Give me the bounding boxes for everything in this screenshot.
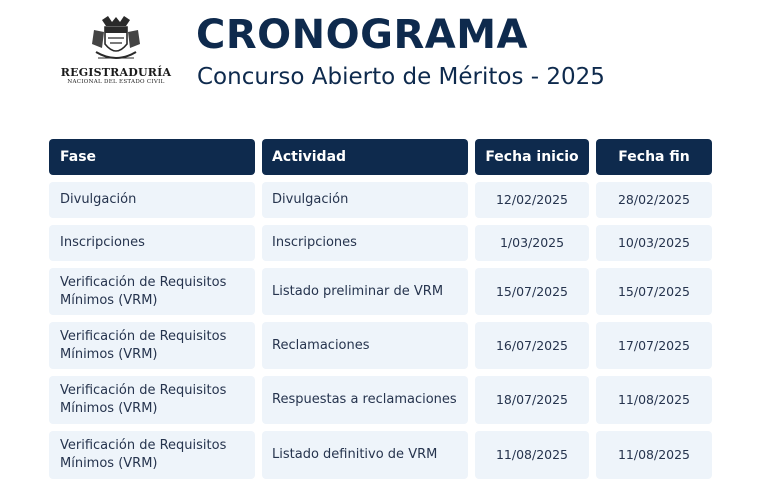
cell-fase: Verificación de Requisitos Mínimos (VRM) (49, 322, 255, 369)
table-row (49, 431, 712, 479)
header-fecha-fin: Fecha fin (596, 139, 712, 175)
table-row (49, 322, 712, 369)
cell-actividad: Respuestas a reclamaciones (262, 376, 468, 424)
cell-fase: Verificación de Requisitos Mínimos (VRM) (49, 376, 255, 424)
table-header-row (49, 139, 712, 175)
cell-fecha-fin: 15/07/2025 (596, 268, 712, 315)
cell-fecha-inicio: 16/07/2025 (475, 322, 589, 369)
coat-of-arms-icon (88, 14, 144, 64)
header-actividad: Actividad (262, 139, 468, 175)
cell-fecha-inicio: 12/02/2025 (475, 182, 589, 218)
schedule-table (49, 139, 712, 486)
table-row (49, 376, 712, 424)
cell-fase: Verificación de Requisitos Mínimos (VRM) (49, 431, 255, 479)
logo-subtitle: NACIONAL DEL ESTADO CIVIL (67, 79, 165, 85)
cell-actividad: Listado preliminar de VRM (262, 268, 468, 315)
header-fecha-inicio: Fecha inicio (475, 139, 589, 175)
table-row (49, 182, 712, 218)
cell-fase: Verificación de Requisitos Mínimos (VRM) (49, 268, 255, 315)
cell-fecha-inicio: 1/03/2025 (475, 225, 589, 261)
cell-actividad: Divulgación (262, 182, 468, 218)
header-fase: Fase (49, 139, 255, 175)
cell-actividad: Inscripciones (262, 225, 468, 261)
cell-fecha-inicio: 11/08/2025 (475, 431, 589, 479)
cell-actividad: Listado definitivo de VRM (262, 431, 468, 479)
cell-fecha-fin: 28/02/2025 (596, 182, 712, 218)
cell-fecha-inicio: 18/07/2025 (475, 376, 589, 424)
page-subtitle: Concurso Abierto de Méritos - 2025 (197, 64, 605, 90)
cell-fecha-fin: 17/07/2025 (596, 322, 712, 369)
page-title: CRONOGRAMA (196, 12, 528, 58)
cell-fecha-fin: 10/03/2025 (596, 225, 712, 261)
page-header (0, 0, 760, 110)
cell-fase: Divulgación (49, 182, 255, 218)
cell-fecha-fin: 11/08/2025 (596, 431, 712, 479)
cell-fase: Inscripciones (49, 225, 255, 261)
cell-fecha-fin: 11/08/2025 (596, 376, 712, 424)
cell-fecha-inicio: 15/07/2025 (475, 268, 589, 315)
cell-actividad: Reclamaciones (262, 322, 468, 369)
registraduria-logo (54, 14, 178, 94)
table-row (49, 225, 712, 261)
logo-name: REGISTRADURÍA (60, 66, 172, 79)
table-row (49, 268, 712, 315)
